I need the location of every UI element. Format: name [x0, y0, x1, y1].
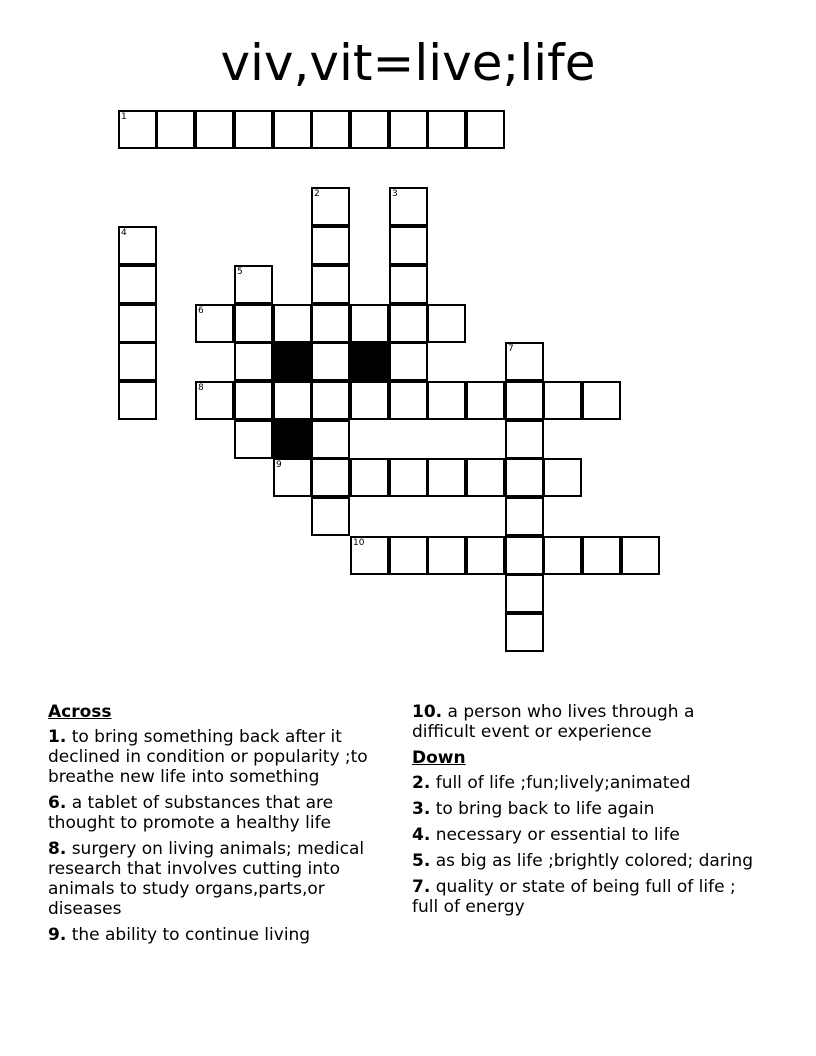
clue-number-label: 8	[198, 383, 204, 393]
grid-cell[interactable]	[427, 110, 466, 149]
grid-cell[interactable]	[234, 342, 273, 381]
blocked-cell	[273, 342, 312, 381]
grid-cell[interactable]	[505, 458, 544, 497]
grid-cell[interactable]	[505, 574, 544, 613]
blocked-cell	[273, 420, 312, 459]
clue-number: 2.	[412, 773, 431, 793]
clue-number-label: 7	[508, 344, 514, 354]
grid-cell[interactable]	[311, 381, 350, 420]
grid-cell[interactable]	[389, 110, 428, 149]
clue-number-label: 5	[237, 267, 243, 277]
clue-text: full of life ;fun;lively;animated	[435, 773, 691, 793]
across-header: Across	[48, 702, 112, 722]
clue-number: 6.	[48, 793, 67, 813]
clue-text: as big as life ;brightly colored; daring	[435, 851, 754, 871]
grid-cell[interactable]	[389, 226, 428, 265]
grid-cell[interactable]	[389, 381, 428, 420]
grid-cell[interactable]	[505, 536, 544, 575]
clue-number: 3.	[412, 799, 431, 819]
grid-cell[interactable]	[389, 536, 428, 575]
grid-cell[interactable]	[118, 304, 157, 343]
grid-cell[interactable]	[427, 304, 466, 343]
grid-cell[interactable]	[311, 342, 350, 381]
clues-column-right	[412, 702, 757, 923]
clue-number-label: 10	[353, 538, 365, 548]
clue-across-1	[48, 727, 393, 787]
clue-text: surgery on living animals; medical research that involves cutting into animals to study organs,parts,or diseases	[48, 839, 365, 919]
blocked-cell	[350, 342, 389, 381]
clue-across-9	[48, 925, 393, 945]
clue-down-2	[412, 773, 757, 793]
clue-number: 8.	[48, 839, 67, 859]
grid-cell[interactable]	[234, 304, 273, 343]
grid-cell[interactable]	[195, 110, 234, 149]
clue-number-label: 2	[314, 189, 320, 199]
grid-cell[interactable]	[118, 110, 157, 149]
grid-cell[interactable]	[234, 265, 273, 304]
grid-cell[interactable]	[350, 536, 389, 575]
clue-number: 4.	[412, 825, 431, 845]
down-header: Down	[412, 748, 466, 768]
clue-down-4	[412, 825, 757, 845]
clue-number-label: 4	[121, 228, 127, 238]
grid-cell[interactable]	[582, 381, 621, 420]
grid-cell[interactable]	[389, 458, 428, 497]
grid-cell[interactable]	[427, 536, 466, 575]
grid-cell[interactable]	[427, 381, 466, 420]
grid-cell[interactable]	[118, 381, 157, 420]
grid-cell[interactable]	[118, 265, 157, 304]
grid-cell[interactable]	[543, 536, 582, 575]
clue-text: the ability to continue living	[71, 925, 311, 945]
grid-cell[interactable]	[389, 265, 428, 304]
grid-cell[interactable]	[543, 458, 582, 497]
grid-cell[interactable]	[273, 304, 312, 343]
clue-across-8	[48, 839, 393, 919]
grid-cell[interactable]	[273, 381, 312, 420]
clue-number-label: 6	[198, 306, 204, 316]
grid-cell[interactable]	[118, 342, 157, 381]
grid-cell[interactable]	[543, 381, 582, 420]
grid-cell[interactable]	[273, 110, 312, 149]
grid-cell[interactable]	[466, 458, 505, 497]
grid-cell[interactable]	[505, 381, 544, 420]
grid-cell[interactable]	[195, 381, 234, 420]
clue-text: a tablet of substances that are thought to promote a healthy life	[48, 793, 334, 833]
grid-cell[interactable]	[311, 304, 350, 343]
grid-cell[interactable]	[621, 536, 660, 575]
clue-text: quality or state of being full of life ; full of energy	[412, 877, 736, 917]
grid-cell[interactable]	[466, 536, 505, 575]
clue-text: to bring back to life again	[435, 799, 655, 819]
grid-cell[interactable]	[427, 458, 466, 497]
clue-number: 9.	[48, 925, 67, 945]
grid-cell[interactable]	[311, 497, 350, 536]
grid-cell[interactable]	[466, 110, 505, 149]
grid-cell[interactable]	[234, 381, 273, 420]
grid-cell[interactable]	[156, 110, 195, 149]
grid-cell[interactable]	[505, 420, 544, 459]
grid-cell[interactable]	[311, 265, 350, 304]
grid-cell[interactable]	[350, 110, 389, 149]
grid-cell[interactable]	[311, 420, 350, 459]
grid-cell[interactable]	[389, 304, 428, 343]
grid-cell[interactable]	[234, 110, 273, 149]
grid-cell[interactable]	[311, 226, 350, 265]
grid-cell[interactable]	[273, 458, 312, 497]
clues-column-left	[48, 702, 393, 951]
grid-cell[interactable]	[389, 342, 428, 381]
grid-cell[interactable]	[234, 420, 273, 459]
clue-across-6	[48, 793, 393, 833]
clue-number: 7.	[412, 877, 431, 897]
clue-down-5	[412, 851, 757, 871]
grid-cell[interactable]	[118, 226, 157, 265]
clue-across-10	[412, 702, 757, 742]
grid-cell[interactable]	[311, 110, 350, 149]
clue-text: necessary or essential to life	[435, 825, 680, 845]
clue-number: 1.	[48, 727, 67, 747]
grid-cell[interactable]	[389, 187, 428, 226]
grid-cell[interactable]	[505, 342, 544, 381]
clue-number: 10.	[412, 702, 443, 722]
grid-cell[interactable]	[311, 458, 350, 497]
grid-cell[interactable]	[505, 497, 544, 536]
grid-cell[interactable]	[582, 536, 621, 575]
clue-number: 5.	[412, 851, 431, 871]
grid-cell[interactable]	[466, 381, 505, 420]
clue-number-label: 1	[121, 112, 127, 122]
grid-cell[interactable]	[505, 613, 544, 652]
grid-cell[interactable]	[350, 381, 389, 420]
clue-down-7	[412, 877, 757, 917]
page-title: viv,vit=live;life	[220, 34, 596, 92]
grid-cell[interactable]	[195, 304, 234, 343]
clue-text: a person who lives through a difficult event or experience	[412, 702, 695, 742]
grid-cell[interactable]	[350, 304, 389, 343]
grid-cell[interactable]	[350, 458, 389, 497]
grid-cell[interactable]	[311, 187, 350, 226]
clue-number-label: 3	[392, 189, 398, 199]
clue-text: to bring something back after it declined in condition or popularity ;to breathe new life into something	[48, 727, 368, 787]
clue-down-3	[412, 799, 757, 819]
clue-number-label: 9	[276, 460, 282, 470]
